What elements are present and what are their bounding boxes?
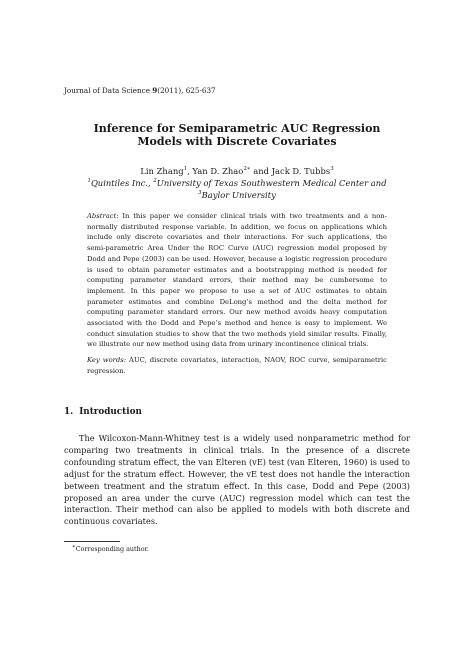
section-title: Introduction [79, 407, 142, 417]
section-number: 1. [64, 407, 74, 417]
author-affiliation-mark: 1 [183, 166, 188, 173]
affiliation-mark: 3 [198, 189, 202, 196]
journal-volume: 9 [152, 86, 158, 95]
footnote-text: Corresponding author. [75, 545, 149, 553]
affiliation-mark: 1 [87, 178, 91, 185]
footnote [72, 545, 149, 553]
author-affiliation-mark: 2∗ [243, 166, 251, 173]
affiliation-name: Baylor University [201, 189, 276, 200]
affiliation-line [64, 190, 410, 202]
affiliation-name: Quintiles Inc. [90, 178, 148, 188]
affiliation-line: $^1$Quintiles Inc., $^2$University of Texas Southwestern Medical Center and [87, 178, 387, 188]
author-name: Yan D. Zhao [192, 166, 244, 176]
abstract-text: In this paper we consider clinical trials with two treatments and a non-normally distributed response variable. In addition, we focus on applications which include only discrete covariates and their interactions. For such applications, the semi-parametric Area Under the ROC Curve (AUC) regression model proposed by Dodd and Pepe (2003) can be used. However, because a logistic regression procedure is used to obtain parameter estimates and a bootstrapping method is needed for computing parameter standard errors, their method may be cumbersome to implement. In this paper we propose to use a set of AUC estimates to obtain parameter estimates and combine DeLong’s method and the delta method for computing parameter standard errors. Our new method avoids heavy computation associated with the Dodd and Pepe’s method and hence is easy to implement. We conduct simulation studies to show that the two methods yield similar results. Finally, we illustrate our new method using data from urinary incontinence clinical trials. [87, 212, 387, 349]
author-name: Jack D. Tubbs [271, 166, 331, 176]
author-separator: and [250, 166, 272, 176]
abstract-label: Abstract: [87, 212, 119, 220]
journal-issue-pages: (2011), 625-637 [157, 86, 216, 95]
journal-name: Journal of Data Science [64, 86, 153, 95]
keywords-label: Key words: [87, 356, 127, 364]
affiliation-name: University of Texas Southwestern Medical Center and [156, 178, 387, 188]
intro-paragraph: The Wilcoxon-Mann-Whitney test is a widely used nonparametric method for comparing two treatments in clinical trials. In the presence of a discrete confounding stratum effect, the van Elteren (vE) test (van Elteren, 1960) is used to adjust for the stratum effect. However, the vE test does not handle the interaction between treatment and the stratum effect. In this case, Dodd and Pepe (2003) proposed an area under the curve (AUC) regression model which can test the interaction. Their method can also be applied to models with both discrete and continuous covariates. [64, 433, 410, 527]
author-separator: , [187, 166, 193, 176]
abstract [87, 211, 387, 350]
author-list [74, 165, 400, 177]
paper-title: Inference for Semiparametric AUC Regression Models with Discrete Covariates [93, 122, 381, 148]
affiliation-mark: 2 [153, 178, 157, 185]
footnote-mark: ∗ [72, 543, 76, 550]
footnote-rule [64, 541, 120, 542]
keywords-text: AUC, discrete covariates, interaction, NAOV, ROC curve, semiparametric regression. [87, 356, 387, 375]
author-name: Lin Zhang [140, 166, 184, 176]
affiliations [64, 178, 410, 201]
journal-citation [64, 86, 216, 95]
keywords [87, 355, 387, 376]
section-heading [64, 407, 142, 417]
author-affiliation-mark: 3 [330, 166, 334, 173]
